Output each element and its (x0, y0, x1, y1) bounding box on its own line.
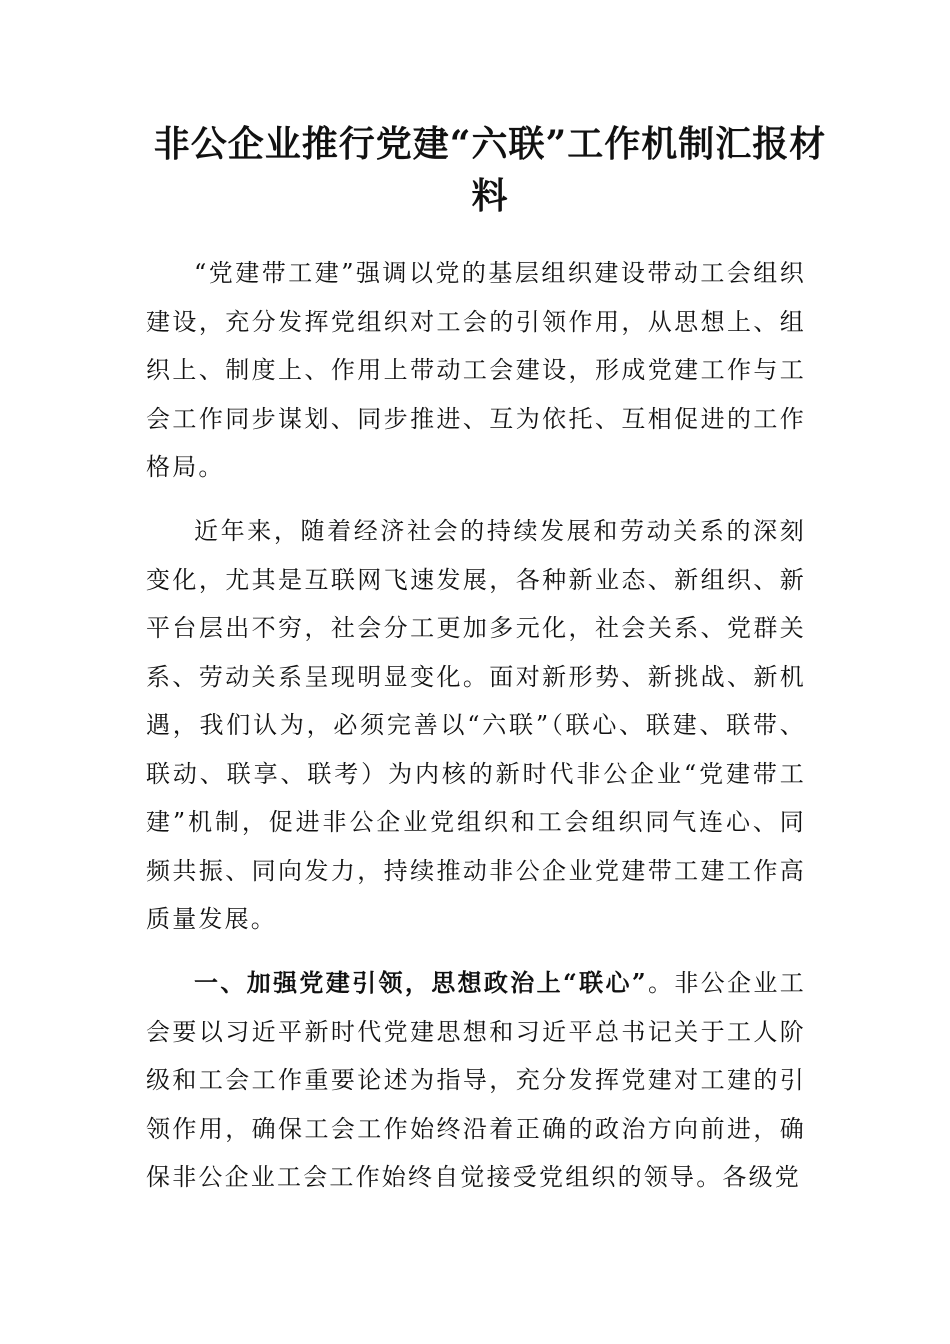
paragraph-section-one (146, 959, 806, 1202)
section-one-text: 。非公企业工会要以习近平新时代党建思想和习近平总书记关于工人阶级和工会工作重要论述为指导，充分发挥党建对工建的引领作用，确保工会工作始终沿着正确的政治方向前进，确保非公企业工会工作始终自觉接受党组织的领导。各级党 (146, 969, 806, 1191)
paragraph-background (146, 507, 806, 944)
document-title: 非公企业推行党建“六联”工作机制汇报材料 (153, 123, 827, 217)
paragraph-background-text: 近年来，随着经济社会的持续发展和劳动关系的深刻变化，尤其是互联网飞速发展，各种新业态、新组织、新平台层出不穷，社会分工更加多元化，社会关系、党群关系、劳动关系呈现明显变化。面对新形势、新挑战、新机遇，我们认为，必须完善以“六联”（联心、联建、联带、联动、联享、联考）为内核的新时代非公企业“党建带工建”机制，促进非公企业党组织和工会组织同气连心、同频共振、同向发力，持续推动非公企业党建带工建工作高质量发展。 (146, 517, 806, 933)
paragraph-intro (146, 249, 806, 492)
section-one-heading: 一、加强党建引领，思想政治上“联心” (194, 968, 648, 997)
paragraph-intro-text: “党建带工建”强调以党的基层组织建设带动工会组织建设，充分发挥党组织对工会的引领作用，从思想上、组织上、制度上、作用上带动工会建设，形成党建工作与工会工作同步谋划、同步推进、互为依托、互相促进的工作格局。 (146, 259, 806, 481)
